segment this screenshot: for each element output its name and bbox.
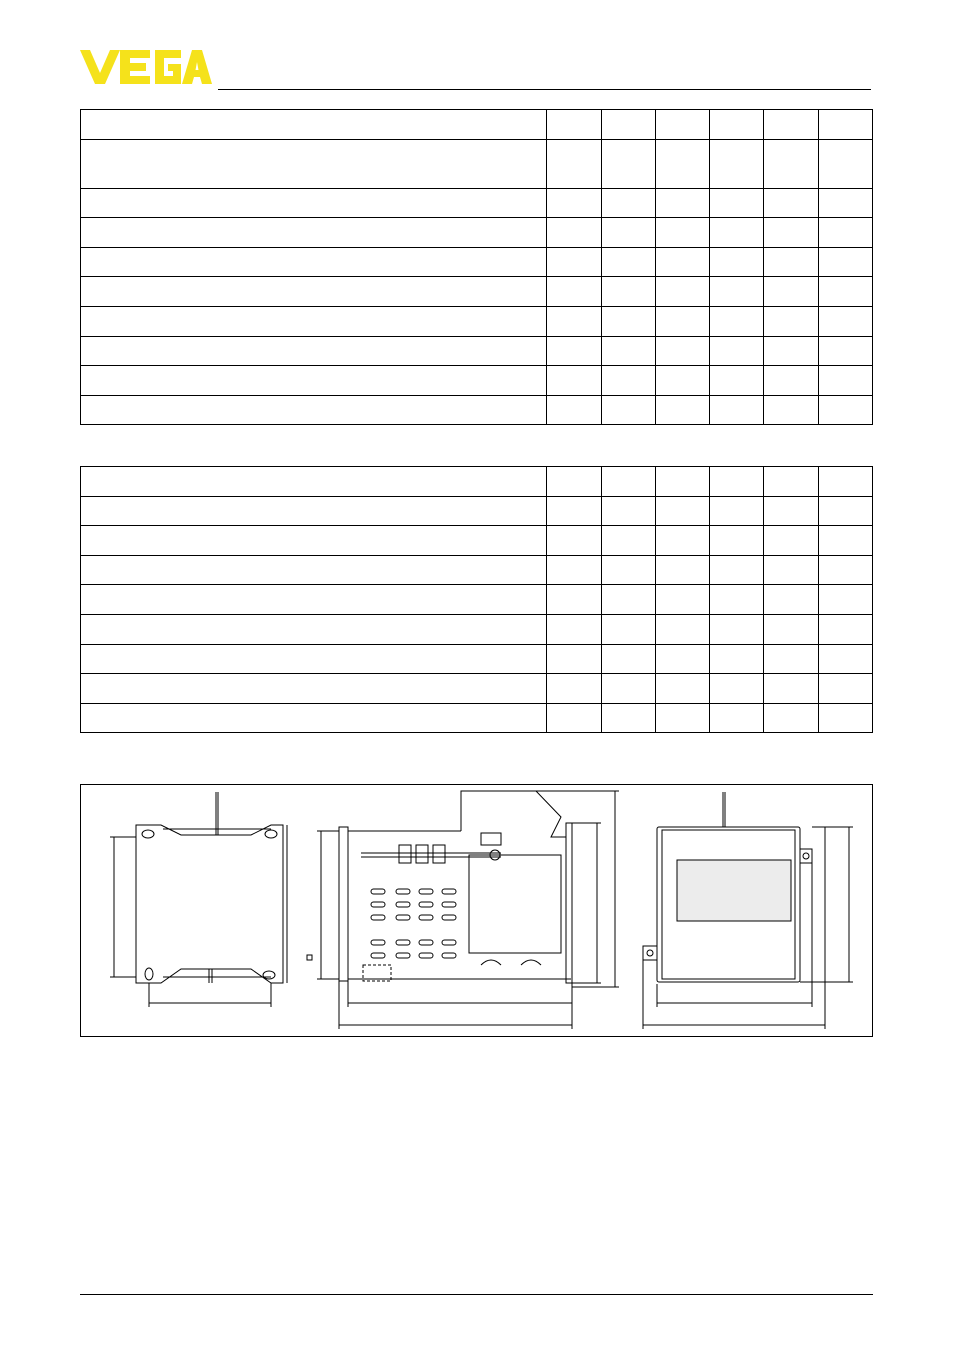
table-row [81, 614, 873, 644]
vega-logo [80, 50, 212, 84]
table-row [81, 526, 873, 556]
table-row [81, 306, 873, 336]
table-row [81, 674, 873, 704]
table-row [81, 277, 873, 307]
table-row [81, 218, 873, 248]
table-row [81, 703, 873, 733]
table-row [81, 585, 873, 615]
table-row [81, 467, 873, 497]
table-row [81, 139, 873, 188]
table-row [81, 644, 873, 674]
footer-rule [80, 1294, 873, 1295]
specification-table-1 [80, 109, 873, 425]
table-row [81, 110, 873, 140]
table-row [81, 336, 873, 366]
table-row [81, 366, 873, 396]
table-row [81, 247, 873, 277]
front-view [110, 792, 287, 1007]
rear-view [643, 792, 853, 1029]
header-rule [218, 89, 871, 90]
table-row [81, 395, 873, 425]
table-row [81, 555, 873, 585]
table-row [81, 188, 873, 218]
specification-table-2 [80, 466, 873, 733]
side-view [307, 791, 619, 1029]
dimension-drawing [80, 784, 873, 1037]
table-row [81, 496, 873, 526]
